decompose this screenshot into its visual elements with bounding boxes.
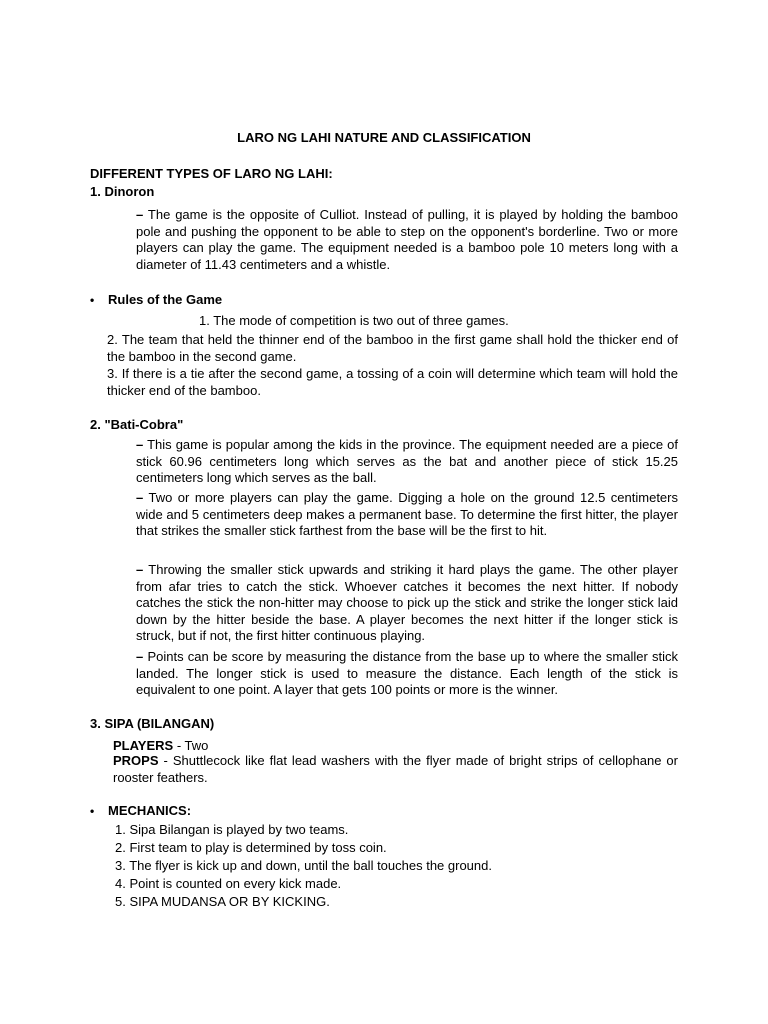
bati-cobra-paragraph-4-text: Points can be score by measuring the distance from the base up to where the smaller stick landed. The longer stick is used to measure the distance. Each length of the stick is equivalent to one point. A layer that gets 100 points or more is the winner. — [136, 649, 678, 698]
mechanics-list — [115, 822, 492, 912]
players-label: PLAYERS — [113, 738, 174, 753]
bati-cobra-paragraph-1-text: This game is popular among the kids in the province. The equipment needed are a piece of stick 60.96 centimeters long which serves as the bat and another piece of stick 15.25 centimeters long which serves as the ball. — [136, 437, 678, 486]
bati-cobra-paragraph-4 — [136, 649, 678, 699]
bati-cobra-paragraph-2 — [136, 490, 678, 540]
mechanics-heading: MECHANICS: — [108, 803, 192, 818]
bullet-icon: • — [90, 804, 95, 818]
rules-heading-row — [90, 292, 222, 309]
bati-cobra-paragraph-3-text: Throwing the smaller stick upwards and striking it hard plays the game. The other player from afar tries to catch the stick. Whoever catches it becomes the next hitter. If nobody catches the stick the non-hitter may choose to pick up the stick and strike the longer stick laid down by the hitter beside the base. A player becomes the next hitter if the longer stick is struck, but if not, the first hitter continuous playing. — [136, 562, 678, 644]
rule-2: 2. The team that held the thinner end of the bamboo in the first game shall hold the thicker end of the bamboo in the second game. — [107, 332, 678, 364]
mechanics-heading-row — [90, 803, 191, 820]
document-title: LARO NG LAHI NATURE AND CLASSIFICATION — [237, 130, 531, 145]
section-heading-dinoron: 1. Dinoron — [90, 184, 155, 199]
rule-3: 3. If there is a tie after the second game, a tossing of a coin will determine which team will hold the thicker end of the bamboo. — [107, 366, 678, 398]
rule-1: 1. The mode of competition is two out of three games. — [199, 313, 509, 328]
players-value: - Two — [173, 738, 209, 753]
bati-cobra-paragraph-3 — [136, 562, 678, 645]
list-item: 3. The flyer is kick up and down, until the ball touches the ground. — [115, 858, 492, 873]
sipa-props — [113, 753, 678, 786]
dash-mark: – — [136, 207, 144, 222]
list-item: 5. SIPA MUDANSA OR BY KICKING. — [115, 894, 330, 909]
props-value: - Shuttlecock like flat lead washers with the flyer made of bright strips of cellophane or rooster feathers. — [113, 753, 678, 785]
section-heading-sipa: 3. SIPA (BILANGAN) — [90, 716, 215, 731]
bati-cobra-paragraph-2-text: Two or more players can play the game. Digging a hole on the ground 12.5 centimeters wide and 5 centimeters deep makes a permanent base. To determine the first hitter, the player that strikes the smaller stick farthest from the base will be the first to hit. — [136, 490, 678, 539]
dash-mark: – — [136, 649, 144, 664]
list-item: 1. Sipa Bilangan is played by two teams. — [115, 822, 349, 837]
dash-mark: – — [136, 437, 144, 452]
bati-cobra-paragraph-1 — [136, 437, 678, 487]
section-heading-bati-cobra: 2. "Bati-Cobra" — [90, 417, 184, 432]
bullet-icon: • — [90, 293, 95, 307]
dinoron-description-text: The game is the opposite of Culliot. Instead of pulling, it is played by holding the bamboo pole and pushing the opponent to be able to step on the opponent's borderline. Two or more players can play the game. The equipment needed is a bamboo pole 10 meters long with a diameter of 11.43 centimeters and a whistle. — [136, 207, 678, 272]
list-item: 2. First team to play is determined by toss coin. — [115, 840, 387, 855]
dash-mark: – — [136, 490, 144, 505]
dinoron-description — [136, 207, 678, 273]
dash-mark: – — [136, 562, 144, 577]
list-item: 4. Point is counted on every kick made. — [115, 876, 342, 891]
props-label: PROPS — [113, 753, 159, 768]
rules-heading: Rules of the Game — [108, 292, 223, 307]
types-heading: DIFFERENT TYPES OF LARO NG LAHI: — [90, 166, 333, 181]
